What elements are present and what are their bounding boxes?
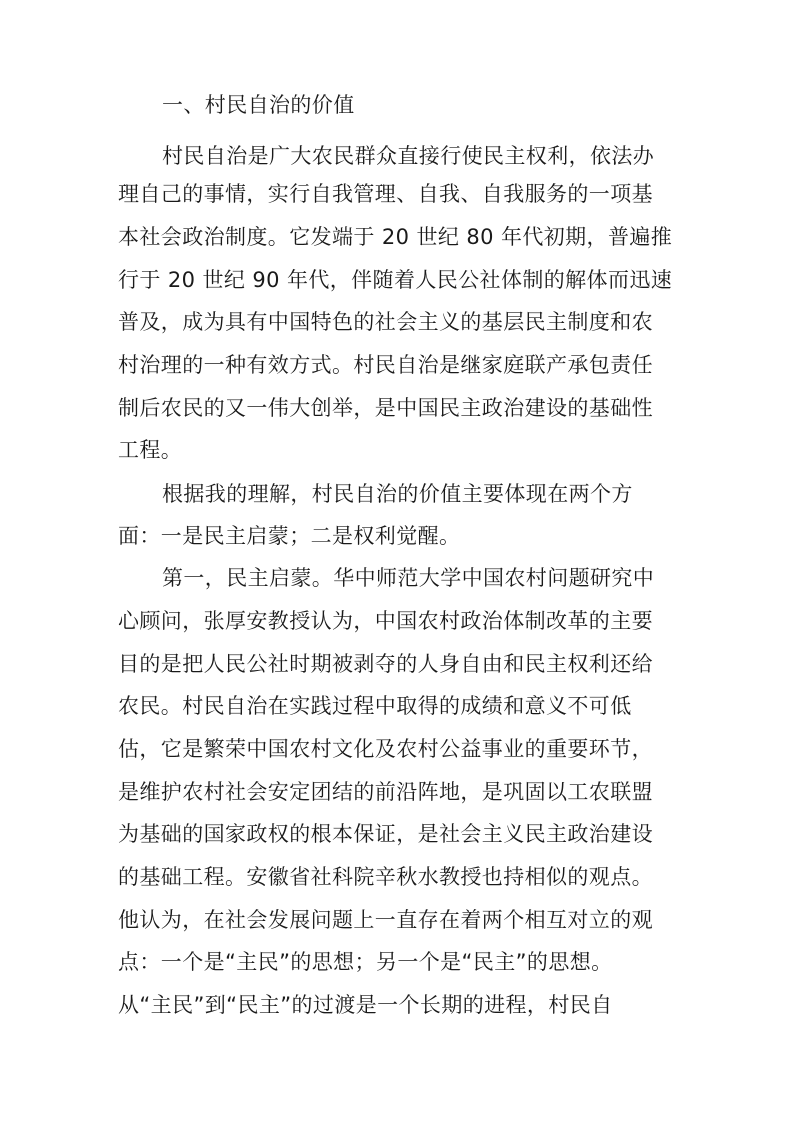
paragraph-line: 根据我的理解，村民自治的价值主要体现在两个方: [162, 482, 633, 506]
paragraph-line: 从“主民”到“民主”的过渡是一个长期的进程，村民自: [118, 993, 613, 1017]
paragraph-line: 估，它是繁荣中国农村文化及农村公益事业的重要环节，: [118, 737, 653, 761]
paragraph-line: 第一，民主启蒙。华中师范大学中国农村问题研究中: [162, 566, 655, 590]
paragraph-line: 农民。村民自治在实践过程中取得的成绩和意义不可低: [118, 694, 632, 718]
paragraph-line: 为基础的国家政权的根本保证，是社会主义民主政治建设: [118, 822, 653, 846]
paragraph-line: 理自己的事情，实行自我管理、自我、自我服务的一项基: [118, 182, 653, 206]
paragraph-line: 心顾问，张厚安教授认为，中国农村政治体制改革的主要: [118, 609, 653, 633]
paragraph-line: 普及，成为具有中国特色的社会主义的基层民主制度和农: [118, 310, 653, 334]
paragraph-line: 他认为，在社会发展问题上一直存在着两个相互对立的观: [118, 908, 653, 932]
paragraph-line: 工程。: [118, 438, 183, 462]
paragraph-line: 制后农民的又一伟大创举，是中国民主政治建设的基础性: [118, 396, 653, 420]
paragraph-line: 本社会政治制度。它发端于 20 世纪 80 年代初期，普遍推: [118, 225, 673, 249]
paragraph-line: 村治理的一种有效方式。村民自治是继家庭联产承包责任: [118, 353, 653, 377]
paragraph-line: 目的是把人民公社时期被剥夺的人身自由和民主权利还给: [118, 652, 653, 676]
paragraph-line: 面：一是民主启蒙；二是权利觉醒。: [118, 524, 461, 548]
paragraph-line: 是维护农村社会安定团结的前沿阵地，是巩固以工农联盟: [118, 780, 653, 804]
paragraph-line: 村民自治是广大农民群众直接行使民主权利，依法办: [162, 144, 655, 168]
paragraph-line: 行于 20 世纪 90 年代，伴随着人民公社体制的解体而迅速: [118, 268, 673, 292]
paragraph-line: 的基础工程。安徽省社科院辛秋水教授也持相似的观点。: [118, 865, 653, 889]
section-heading: 一、村民自治的价值: [162, 93, 355, 117]
paragraph-line: 点：一个是“主民”的思想；另一个是“民主”的思想。: [118, 950, 613, 974]
